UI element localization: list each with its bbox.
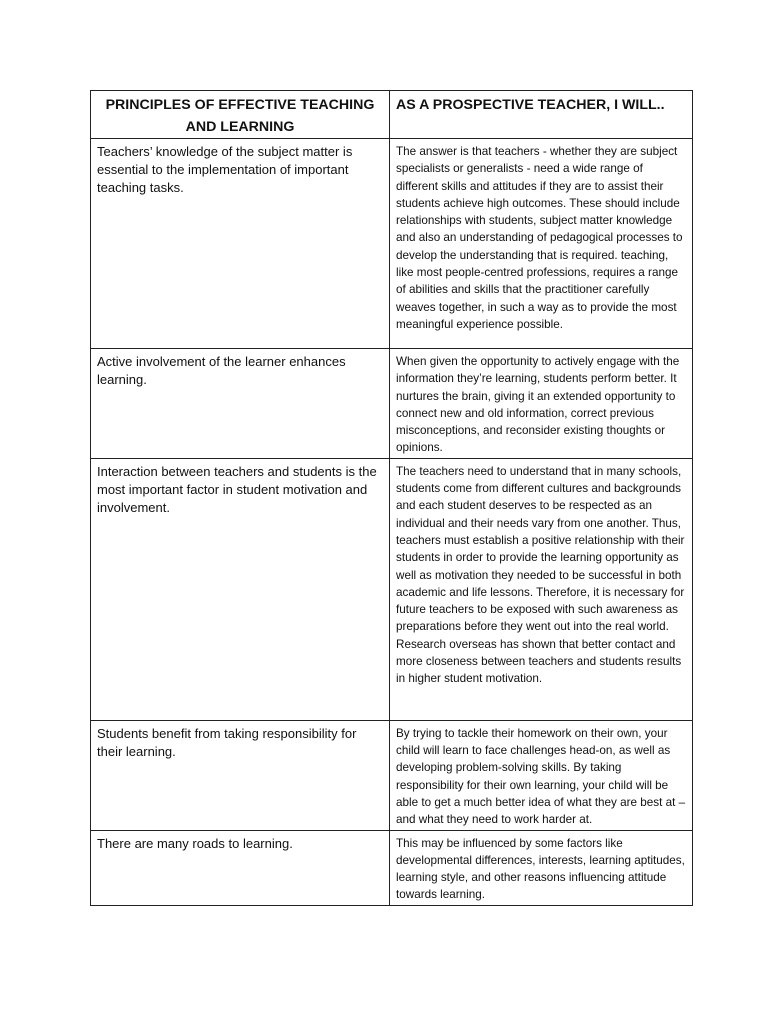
response-cell: The teachers need to understand that in many schools, students come from different cultures and backgrounds and each student deserves to be respected as an individual and their needs vary from one another. Thus, teachers must establish a positive relationship with their students in order to provide the learning opportunity as well as motivation they needed to be successful in both academic and life lessons. Therefore, it is necessary for future teachers to be exposed with such awareness as preparations before they went out into the real world. Research overseas has shown that better contact and more closeness between teachers and students results in higher student motivation. [390, 458, 693, 720]
principle-cell: Active involvement of the learner enhances learning. [91, 349, 390, 459]
table-header-row [91, 91, 693, 139]
table-row [91, 349, 693, 459]
response-cell: By trying to tackle their homework on their own, your child will learn to face challenges head-on, as well as developing problem-solving skills. By taking responsibility for their own learning, your child will be able to get a much better idea of what they are best at – and what they need to work harder at. [390, 720, 693, 830]
table-row [91, 458, 693, 720]
table-row [91, 720, 693, 830]
principle-cell: Students benefit from taking responsibility for their learning. [91, 720, 390, 830]
response-cell: The answer is that teachers - whether they are subject specialists or generalists - need a wide range of different skills and attitudes if they are to assist their students achieve high outcomes. These should include relationships with students, subject matter knowledge and also an understanding of pedagogical processes to develop the understanding that is required. teaching, like most people-centred professions, requires a range of abilities and skills that the practitioner carefully weaves together, in such a way as to provide the most meaningful experience possible. [390, 139, 693, 349]
response-cell: When given the opportunity to actively engage with the information they’re learning, students perform better. It nurtures the brain, giving it an extended opportunity to connect new and old information, correct previous misconceptions, and reconsider existing thoughts or opinions. [390, 349, 693, 459]
principle-cell: Teachers’ knowledge of the subject matter is essential to the implementation of important teaching tasks. [91, 139, 390, 349]
principle-cell: There are many roads to learning. [91, 830, 390, 905]
teacher-column-header: AS A PROSPECTIVE TEACHER, I WILL.. [390, 91, 693, 139]
principles-column-header: PRINCIPLES OF EFFECTIVE TEACHING AND LEARNING [91, 91, 390, 139]
table-row [91, 139, 693, 349]
table-row [91, 830, 693, 905]
principles-table [90, 90, 693, 906]
principle-cell: Interaction between teachers and students is the most important factor in student motivation and involvement. [91, 458, 390, 720]
response-cell: This may be influenced by some factors like developmental differences, interests, learning aptitudes, learning style, and other reasons influencing attitude towards learning. [390, 830, 693, 905]
